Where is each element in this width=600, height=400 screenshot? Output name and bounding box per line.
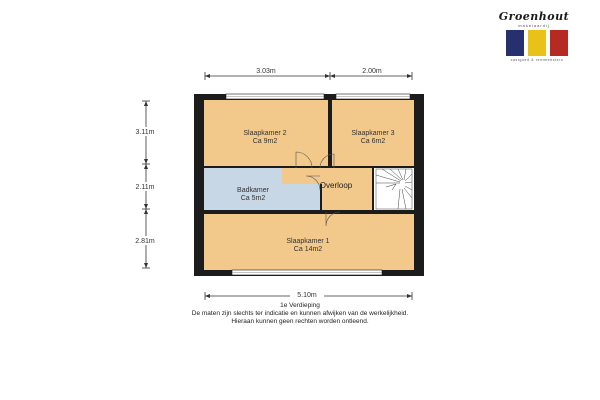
logo-flag-blue xyxy=(506,30,524,56)
dim-left-top: 3.11m xyxy=(135,129,155,136)
disclaimer-line-2: Hieraan kunnen geen rechten worden ontleend. xyxy=(231,318,369,325)
company-logo xyxy=(488,8,580,68)
logo-flag-yellow xyxy=(528,30,546,56)
dim-bottom: 5.10m xyxy=(297,292,317,299)
label-slaapkamer-2: Slaapkamer 2 xyxy=(243,130,287,137)
label-overloop: Overloop xyxy=(319,181,353,190)
logo-flags xyxy=(506,30,568,56)
label-slaapkamer-1: Slaapkamer 1 xyxy=(286,238,330,245)
floor-title: 1e Verdieping xyxy=(280,302,320,309)
dim-left-middle: 2.11m xyxy=(135,184,155,191)
stairwell xyxy=(374,168,414,210)
floor-caption xyxy=(100,302,500,326)
logo-subtitle: makelaardij xyxy=(518,23,550,28)
area-slaapkamer-1: Ca 14m2 xyxy=(293,246,323,253)
dim-top-left: 3.03m xyxy=(256,68,276,75)
area-slaapkamer-3: Ca 6m2 xyxy=(360,138,386,145)
label-slaapkamer-3: Slaapkamer 3 xyxy=(351,130,395,137)
logo-tagline: vastgoed & rentmeesters xyxy=(510,58,564,62)
dim-top-right: 2.00m xyxy=(362,68,382,75)
dim-left-bottom: 2.81m xyxy=(135,238,155,245)
area-badkamer: Ca 5m2 xyxy=(240,195,266,202)
window-top-right xyxy=(336,94,410,99)
logo-flag-red xyxy=(550,30,568,56)
window-bottom xyxy=(232,270,382,275)
disclaimer-line-1: De maten zijn slechts ter indicatie en kunnen afwijken van de werkelijkheid. xyxy=(191,310,409,317)
logo-brand: Groenhout xyxy=(498,10,570,23)
window-top-left xyxy=(226,94,324,99)
area-slaapkamer-2: Ca 9m2 xyxy=(252,138,278,145)
label-badkamer: Badkamer xyxy=(237,187,269,194)
